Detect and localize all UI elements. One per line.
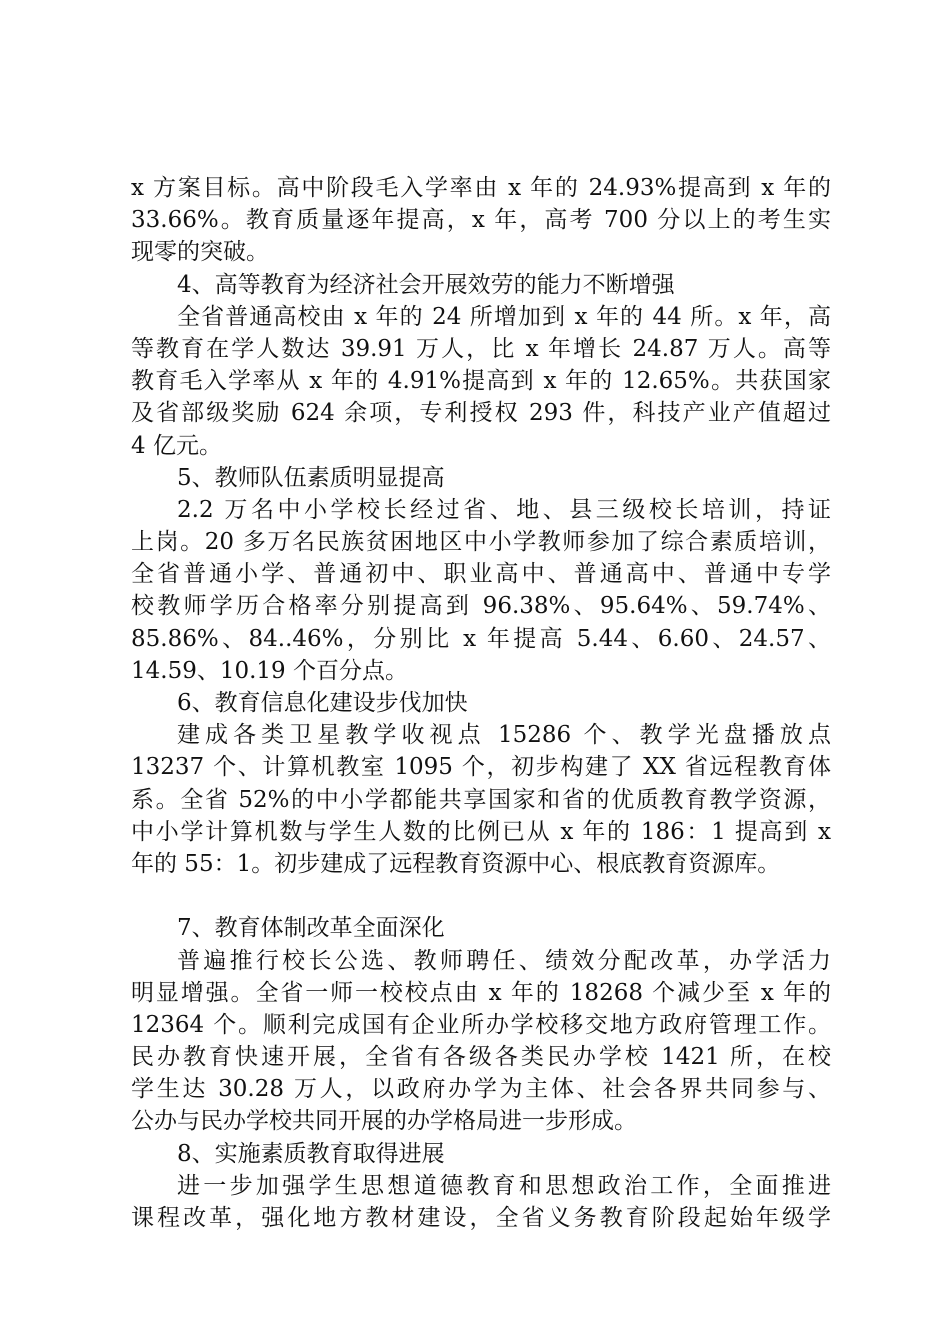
- section-heading: 8、实施素质教育取得进展: [177, 1140, 445, 1167]
- text-line: 全省普通高校由 x 年的 24 所增加到 x 年的 44 所。x 年，高: [177, 303, 831, 330]
- paragraph: [131, 301, 831, 462]
- text-line: 85.86%、84..46%，分别比 x 年提高 5.44、6.60、24.57、: [131, 625, 831, 652]
- text-line: 14.59、10.19 个百分点。: [131, 657, 408, 684]
- text-line: 建成各类卫星教学收视点 15286 个、教学光盘播放点: [177, 722, 831, 749]
- text-line: 系。全省 52%的中小学都能共享国家和省的优质教育教学资源，: [131, 786, 831, 813]
- text-line: 课程改革，强化地方教材建设，全省义务教育阶段起始年级学: [131, 1205, 831, 1231]
- text-line: 进一步加强学生思想道德教育和思想政治工作，全面推进: [177, 1172, 831, 1199]
- text-line: 12364 个。顺利完成国有企业所办学校移交地方政府管理工作。: [131, 1011, 831, 1038]
- text-line: 上岗。20 多万名民族贫困地区中小学教师参加了综合素质培训，: [131, 529, 831, 556]
- text-line: 2.2 万名中小学校长经过省、地、县三级校长培训，持证: [177, 496, 831, 523]
- text-line: 年的 55：1。初步建成了远程教育资源中心、根底教育资源库。: [131, 850, 781, 877]
- text-line: 等教育在学人数达 39.91 万人，比 x 年增长 24.87 万人。高等: [131, 335, 831, 362]
- text-line: 教育毛入学率从 x 年的 4.91%提高到 x 年的 12.65%。共获国家: [131, 368, 831, 395]
- text-line: 普遍推行校长公选、教师聘任、绩效分配改革，办学活力: [177, 947, 831, 974]
- document-body: [131, 172, 831, 1234]
- section-heading: 7、教育体制改革全面深化: [177, 915, 445, 942]
- text-line: 校教师学历合格率分别提高到 96.38%、95.64%、59.74%、: [131, 593, 831, 620]
- paragraph: [131, 1170, 831, 1234]
- paragraph: [131, 494, 831, 687]
- text-line: x 方案目标。高中阶段毛入学率由 x 年的 24.93%提高到 x 年的: [131, 175, 831, 201]
- text-line: 全省普通小学、普通初中、职业高中、普通高中、普通中专学: [131, 561, 831, 588]
- paragraph: [131, 945, 831, 1138]
- section-heading: 4、高等教育为经济社会开展效劳的能力不断增强: [177, 271, 675, 298]
- text-line: 学生达 30.28 万人，以政府办学为主体、社会各界共同参与、: [131, 1076, 831, 1103]
- section-heading: 6、教育信息化建设步伐加快: [177, 690, 468, 716]
- text-line: 明显增强。全省一师一校校点由 x 年的 18268 个减少至 x 年的: [131, 979, 831, 1006]
- text-line: 及省部级奖励 624 余项，专利授权 293 件，科技产业产值超过: [131, 400, 831, 427]
- text-line: 4 亿元。: [131, 432, 222, 459]
- blank-line: [131, 880, 831, 912]
- text-line: 民办教育快速开展，全省有各级各类民办学校 1421 所，在校: [131, 1044, 831, 1071]
- text-line: 现零的突破。: [131, 239, 269, 266]
- section-heading: 5、教师队伍素质明显提高: [177, 464, 445, 491]
- text-line: 33.66%。教育质量逐年提高，x 年，高考 700 分以上的考生实: [131, 207, 831, 234]
- text-line: 中小学计算机数与学生人数的比例已从 x 年的 186：1 提高到 x: [131, 818, 831, 845]
- paragraph: [131, 719, 831, 880]
- text-line: 13237 个、计算机教室 1095 个，初步构建了 XX 省远程教育体: [131, 754, 831, 781]
- text-line: 公办与民办学校共同开展的办学格局进一步形成。: [131, 1108, 637, 1135]
- paragraph: [131, 172, 831, 269]
